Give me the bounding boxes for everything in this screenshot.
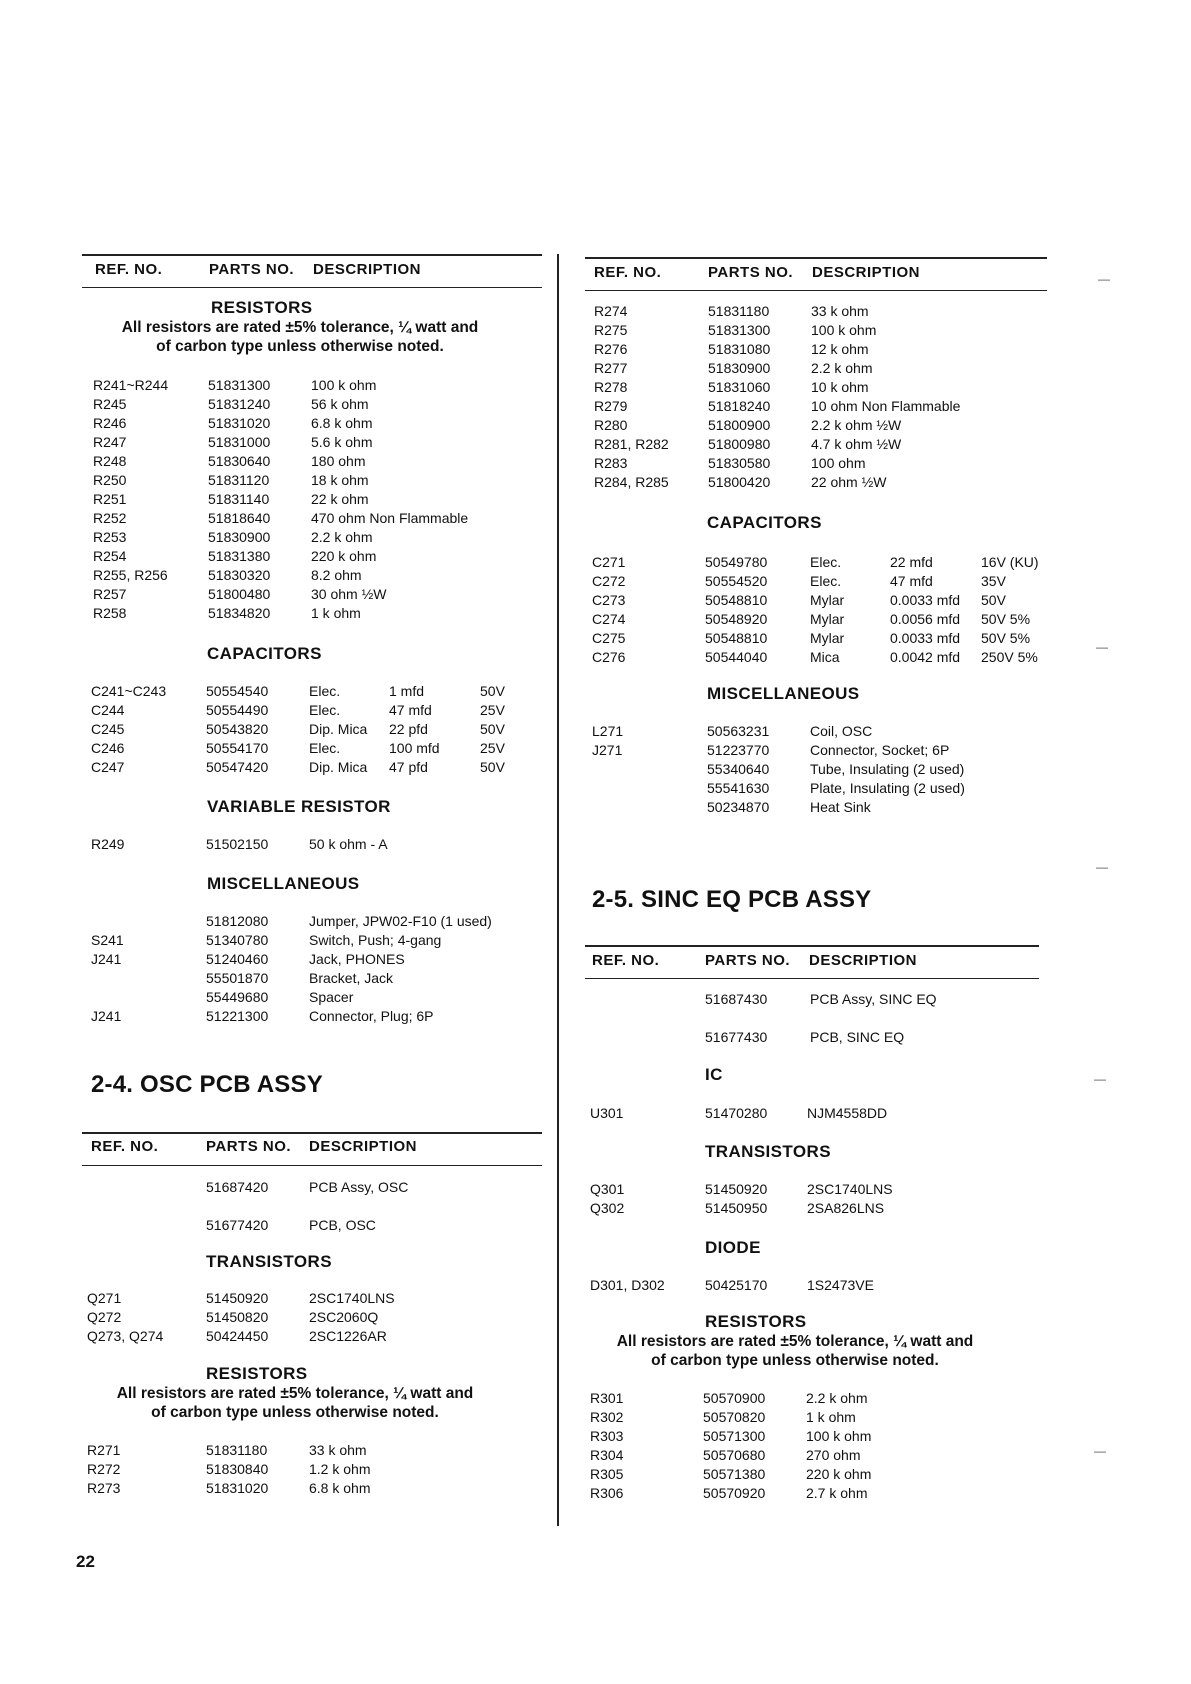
right-header-rule [585,290,1047,291]
cell-rating: 50V 5% [981,630,1031,646]
cell-ref: R241~R244 [93,377,169,393]
cell-ref: R281, R282 [594,436,669,452]
cell-parts: 51830840 [206,1461,269,1477]
resistor-note [100,318,500,356]
cell-ref: R283 [594,455,628,471]
cell-desc: 18 k ohm [311,472,369,488]
cell-parts: 51831180 [708,303,770,319]
cell-parts: 51687420 [206,1179,269,1195]
cell-desc: 2SC1226AR [309,1328,387,1344]
cell-value: 22 mfd [890,554,933,570]
cell-desc: 2SC2060Q [309,1309,379,1325]
cell-desc: PCB, SINC EQ [810,1029,905,1045]
left-top-rule [82,254,542,256]
scan-mark: — [1094,1444,1106,1458]
cell-rating: 50V [480,683,505,699]
cell-parts: 51450820 [206,1309,269,1325]
cell-parts: 50571380 [703,1466,766,1482]
cell-ref: Q301 [590,1181,625,1197]
cell-parts: 51831300 [208,377,271,393]
cell-ref: R249 [91,836,125,852]
cell-desc: 33 k ohm [309,1442,367,1458]
cell-desc: PCB Assy, OSC [309,1179,409,1195]
cell-parts: 50544040 [705,649,768,665]
sinc-top-rule [585,945,1039,947]
cell-desc: 100 ohm [811,455,866,471]
cell-parts: 55501870 [206,970,269,986]
sinc-header-parts: PARTS NO. [705,952,791,969]
cell-parts: 51831120 [208,472,270,488]
cell-ref: R245 [93,396,127,412]
cell-parts: 51830900 [708,360,771,376]
cell-ref: R280 [594,417,628,433]
cell-ref: J241 [91,1008,122,1024]
cell-desc: Plate, Insulating (2 used) [810,780,965,796]
resistor-note-line1: All resistors are rated ±5% tolerance, ¼ watt and [121,319,479,336]
cell-parts: 51831060 [708,379,771,395]
cell-desc: Coil, OSC [810,723,873,739]
cell-desc: Bracket, Jack [309,970,394,986]
cell-value: 1 mfd [389,683,425,699]
cell-desc: Connector, Plug; 6P [309,1008,434,1024]
osc-pcb-title: 2-4. OSC PCB ASSY [91,1071,323,1098]
scan-mark: — [1096,640,1108,654]
cell-desc: Elec. [810,554,842,570]
cell-desc: PCB, OSC [309,1217,376,1233]
cell-parts: 51800980 [708,436,771,452]
sinc-note-line1: All resistors are rated ±5% tolerance, ¼ watt and [616,1333,974,1350]
cell-desc: Spacer [309,989,354,1005]
section-title-variable-resistor: VARIABLE RESISTOR [207,797,391,816]
cell-parts: 51834820 [208,605,271,621]
cell-ref: R303 [590,1428,624,1444]
osc-header-ref: REF. NO. [91,1138,159,1155]
cell-parts: 50547420 [206,759,269,775]
cell-ref: R304 [590,1447,624,1463]
cell-ref: C241~C243 [91,683,167,699]
cell-parts: 51450950 [705,1200,768,1216]
cell-desc: Mylar [810,592,845,608]
cell-desc: 100 k ohm [811,322,877,338]
cell-desc: 6.8 k ohm [309,1480,371,1496]
osc-note-line1: All resistors are rated ±5% tolerance, ¼ watt and [116,1385,474,1402]
cell-desc: Mica [810,649,840,665]
cell-desc: Mylar [810,611,845,627]
cell-rating: 16V (KU) [981,554,1039,570]
cell-parts: 50548810 [705,630,768,646]
cell-desc: Connector, Socket; 6P [810,742,950,758]
cell-ref: R279 [594,398,628,414]
cell-value: 47 mfd [389,702,432,718]
cell-desc: Dip. Mica [309,721,368,737]
cell-parts: 51677430 [705,1029,768,1045]
cell-parts: 51831300 [708,322,771,338]
cell-rating: 25V [480,740,505,756]
cell-ref: R305 [590,1466,624,1482]
cell-ref: R252 [93,510,127,526]
cell-desc: 1 k ohm [806,1409,856,1425]
cell-desc: 50 k ohm - A [309,836,388,852]
cell-desc: 220 k ohm [311,548,377,564]
cell-parts: 51830900 [208,529,271,545]
section-title-resistors: RESISTORS [211,298,313,317]
cell-parts: 51687430 [705,991,768,1007]
cell-ref: J271 [592,742,623,758]
cell-desc: Jack, PHONES [309,951,405,967]
cell-ref: S241 [91,932,124,948]
cell-parts: 51223770 [707,742,770,758]
cell-ref: C247 [91,759,125,775]
cell-ref: R278 [594,379,628,395]
cell-value: 0.0033 mfd [890,592,961,608]
cell-desc: Jumper, JPW02-F10 (1 used) [309,913,492,929]
cell-rating: 50V [981,592,1006,608]
cell-rating: 50V [480,721,505,737]
cell-desc: 10 ohm Non Flammable [811,398,961,414]
cell-parts: 51818640 [208,510,271,526]
col-header-parts: PARTS NO. [209,261,295,278]
cell-parts: 51830320 [208,567,271,583]
cell-rating: 35V [981,573,1006,589]
cell-desc: 33 k ohm [811,303,869,319]
cell-parts: 51831000 [208,434,271,450]
column-divider [557,254,559,1526]
cell-parts: 50549780 [705,554,768,570]
sinc-ic-title: IC [705,1065,723,1084]
cell-ref: L271 [592,723,624,739]
cell-ref: R254 [93,548,127,564]
cell-desc: Elec. [810,573,842,589]
cell-value: 0.0056 mfd [890,611,961,627]
cell-ref: J241 [91,951,122,967]
sinc-eq-pcb-title: 2-5. SINC EQ PCB ASSY [592,886,872,913]
cell-rating: 25V [480,702,505,718]
cell-ref: C273 [592,592,626,608]
sinc-header-desc: DESCRIPTION [809,952,918,969]
cell-parts: 50570900 [703,1390,766,1406]
osc-top-rule [82,1132,542,1134]
cell-parts: 51800420 [708,474,771,490]
cell-ref: C245 [91,721,125,737]
cell-parts: 50554490 [206,702,269,718]
cell-desc: 2SC1740LNS [807,1181,893,1197]
cell-ref: R302 [590,1409,624,1425]
cell-desc: 2.2 k ohm ½W [811,417,902,433]
cell-desc: 270 ohm [806,1447,861,1463]
cell-desc: 56 k ohm [311,396,369,412]
cell-parts: 51831080 [708,341,771,357]
cell-parts: 55541630 [707,780,770,796]
cell-parts: 51240460 [206,951,269,967]
cell-desc: 8.2 ohm [311,567,362,583]
cell-ref: R246 [93,415,127,431]
osc-resistors-title: RESISTORS [206,1364,308,1383]
cell-value: 0.0033 mfd [890,630,961,646]
cell-parts: 51800900 [708,417,771,433]
cell-parts: 51831240 [208,396,271,412]
cell-desc: 2.7 k ohm [806,1485,868,1501]
cell-parts: 51470280 [705,1105,768,1121]
cell-parts: 51830580 [708,455,771,471]
cell-ref: R275 [594,322,628,338]
cell-desc: 4.7 k ohm ½W [811,436,902,452]
cell-desc: 5.6 k ohm [311,434,373,450]
cell-parts: 51812080 [206,913,269,929]
cell-parts: 50571300 [703,1428,766,1444]
cell-value: 47 mfd [890,573,933,589]
cell-ref: R273 [87,1480,121,1496]
osc-header-parts: PARTS NO. [206,1138,292,1155]
cell-desc: 220 k ohm [806,1466,872,1482]
cell-ref: Q273, Q274 [87,1328,164,1344]
right-miscellaneous-title: MISCELLANEOUS [707,684,860,703]
cell-parts: 55449680 [206,989,269,1005]
cell-parts: 51800480 [208,586,271,602]
cell-parts: 50543820 [206,721,269,737]
cell-ref: R271 [87,1442,121,1458]
cell-ref: R247 [93,434,127,450]
cell-desc: 12 k ohm [811,341,869,357]
cell-parts: 51502150 [206,836,269,852]
cell-desc: 2.2 k ohm [311,529,373,545]
cell-desc: 10 k ohm [811,379,869,395]
cell-parts: 51677420 [206,1217,269,1233]
cell-desc: Elec. [309,683,341,699]
cell-desc: 1.2 k ohm [309,1461,371,1477]
cell-parts: 50548920 [705,611,768,627]
cell-desc: Heat Sink [810,799,871,815]
cell-desc: 6.8 k ohm [311,415,373,431]
cell-desc: 22 ohm ½W [811,474,887,490]
right-header-parts: PARTS NO. [708,264,794,281]
cell-parts: 50563231 [707,723,770,739]
section-title-capacitors: CAPACITORS [207,644,322,663]
cell-parts: 50554540 [206,683,269,699]
osc-header-rule [82,1165,542,1166]
cell-ref: Q271 [87,1290,122,1306]
cell-desc: PCB Assy, SINC EQ [810,991,937,1007]
cell-ref: C275 [592,630,626,646]
cell-parts: 51818240 [708,398,771,414]
scan-mark: — [1098,272,1110,286]
cell-parts: 51830640 [208,453,271,469]
cell-parts: 51831140 [208,491,270,507]
right-header-desc: DESCRIPTION [812,264,921,281]
cell-desc: 30 ohm ½W [311,586,387,602]
sinc-note-line2: of carbon type unless otherwise noted. [651,1352,939,1369]
cell-ref: R248 [93,453,127,469]
cell-desc: Elec. [309,702,341,718]
scan-mark: — [1094,1072,1106,1086]
cell-ref: Q272 [87,1309,122,1325]
cell-value: 47 pfd [389,759,428,775]
cell-ref: R276 [594,341,628,357]
cell-ref: C276 [592,649,626,665]
cell-parts: 50554520 [705,573,768,589]
cell-parts: 50548810 [705,592,768,608]
cell-ref: R284, R285 [594,474,669,490]
cell-desc: 2.2 k ohm [811,360,873,376]
cell-desc: Tube, Insulating (2 used) [810,761,965,777]
cell-desc: Dip. Mica [309,759,368,775]
cell-ref: D301, D302 [590,1277,665,1293]
cell-ref: R272 [87,1461,121,1477]
cell-parts: 51831180 [206,1442,268,1458]
cell-parts: 50424450 [206,1328,269,1344]
cell-parts: 51450920 [206,1290,269,1306]
cell-value: 22 pfd [389,721,428,737]
cell-ref: R277 [594,360,628,376]
cell-parts: 50425170 [705,1277,768,1293]
sinc-header-ref: REF. NO. [592,952,660,969]
cell-parts: 50554170 [206,740,269,756]
cell-desc: NJM4558DD [807,1105,888,1121]
cell-desc: 22 k ohm [311,491,369,507]
cell-parts: 51831020 [208,415,271,431]
cell-desc: 470 ohm Non Flammable [311,510,469,526]
sinc-diode-title: DIODE [705,1238,761,1257]
cell-desc: Switch, Push; 4-gang [309,932,442,948]
cell-value: 0.0042 mfd [890,649,961,665]
right-top-rule [585,257,1047,259]
cell-ref: R306 [590,1485,624,1501]
cell-ref: U301 [590,1105,624,1121]
cell-desc: 1S2473VE [807,1277,874,1293]
cell-parts: 50570820 [703,1409,766,1425]
cell-desc: 100 k ohm [311,377,377,393]
cell-ref: R251 [93,491,127,507]
cell-ref: C274 [592,611,626,627]
cell-desc: Elec. [309,740,341,756]
cell-ref: C246 [91,740,125,756]
cell-ref: Q302 [590,1200,625,1216]
cell-rating: 250V 5% [981,649,1038,665]
cell-ref: R257 [93,586,127,602]
cell-ref: C271 [592,554,626,570]
sinc-resistor-note [600,1332,990,1370]
cell-rating: 50V [480,759,505,775]
scan-mark: — [1096,860,1108,874]
cell-value: 100 mfd [389,740,440,756]
cell-parts: 50570680 [703,1447,766,1463]
col-header-desc: DESCRIPTION [313,261,422,278]
cell-parts: 50570920 [703,1485,766,1501]
resistor-note-line2: of carbon type unless otherwise noted. [156,338,444,355]
cell-ref: R253 [93,529,127,545]
cell-parts: 55340640 [707,761,770,777]
osc-resistor-note [90,1384,500,1422]
cell-parts: 51340780 [206,932,269,948]
cell-parts: 51450920 [705,1181,768,1197]
col-header-ref: REF. NO. [95,261,163,278]
cell-ref: R274 [594,303,628,319]
section-title-miscellaneous: MISCELLANEOUS [207,874,360,893]
cell-desc: 1 k ohm [311,605,361,621]
cell-ref: R301 [590,1390,624,1406]
right-header-ref: REF. NO. [594,264,662,281]
sinc-header-rule [585,978,1039,979]
osc-header-desc: DESCRIPTION [309,1138,418,1155]
page-number: 22 [76,1552,95,1571]
cell-parts: 51831380 [208,548,271,564]
cell-ref: R250 [93,472,127,488]
sinc-transistors-title: TRANSISTORS [705,1142,831,1161]
sinc-resistors-title: RESISTORS [705,1312,807,1331]
cell-parts: 50234870 [707,799,770,815]
cell-parts: 51221300 [206,1008,269,1024]
right-capacitors-title: CAPACITORS [707,513,822,532]
cell-ref: R258 [93,605,127,621]
cell-ref: C244 [91,702,125,718]
cell-desc: 2SC1740LNS [309,1290,395,1306]
cell-desc: Mylar [810,630,845,646]
cell-desc: 180 ohm [311,453,366,469]
cell-ref: R255, R256 [93,567,168,583]
cell-rating: 50V 5% [981,611,1031,627]
cell-desc: 100 k ohm [806,1428,872,1444]
cell-ref: C272 [592,573,626,589]
cell-parts: 51831020 [206,1480,269,1496]
osc-transistors-title: TRANSISTORS [206,1252,332,1271]
cell-desc: 2.2 k ohm [806,1390,868,1406]
left-header-rule [82,287,542,288]
osc-note-line2: of carbon type unless otherwise noted. [151,1404,439,1421]
cell-desc: 2SA826LNS [807,1200,885,1216]
